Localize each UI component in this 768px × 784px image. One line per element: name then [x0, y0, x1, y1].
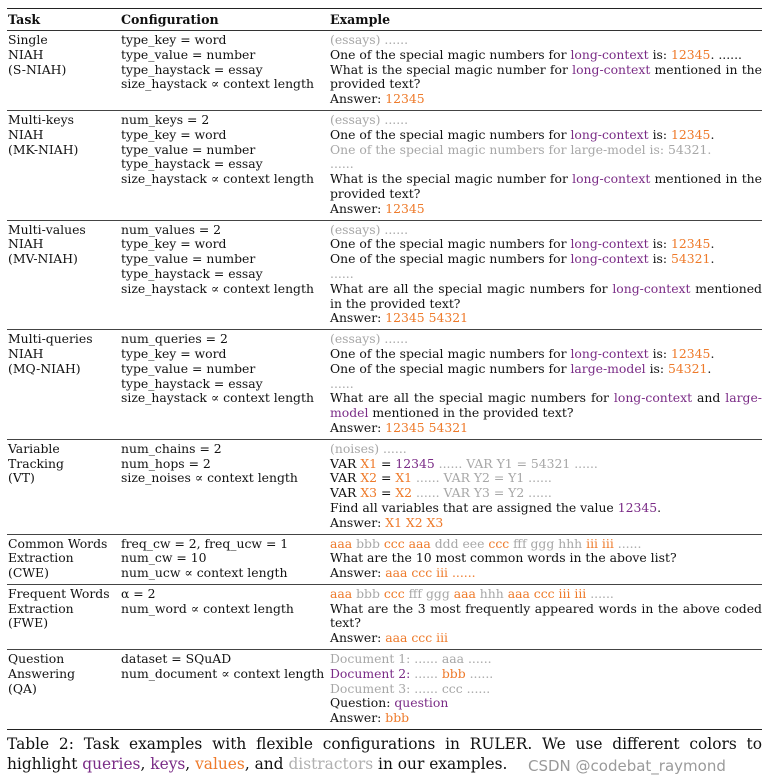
- config-line: freq_cw = 2, freq_ucw = 1: [121, 535, 289, 551]
- config-line: type_haystack = essay: [121, 156, 263, 172]
- example-segment: One of the special magic numbers for: [330, 236, 571, 252]
- example-segment: Document 1: ...... aaa ......: [330, 651, 492, 667]
- task-line: (MK-NIAH): [8, 141, 79, 157]
- example-cell: [330, 537, 762, 581]
- task-line: Variable: [8, 440, 60, 456]
- example-cell: [330, 652, 762, 726]
- example-segment: Answer:: [330, 710, 386, 726]
- task-line: Frequent Words: [8, 585, 110, 601]
- example-segment: (essays) ......: [330, 221, 409, 237]
- example-line: [330, 501, 762, 516]
- example-segment: 12345: [385, 200, 425, 216]
- config-line: type_value = number: [121, 46, 256, 62]
- caption-keys: keys: [150, 754, 186, 773]
- example-segment: . ......: [710, 46, 742, 62]
- header-task: Task: [8, 12, 41, 27]
- example-segment: X2: [395, 485, 413, 501]
- example-line: [330, 516, 762, 531]
- caption-sep3: , and: [244, 754, 289, 773]
- example-segment: is:: [648, 46, 672, 62]
- example-segment: is:: [648, 251, 672, 267]
- example-segment: aaa: [453, 585, 476, 601]
- config-cell: [121, 587, 330, 646]
- config-line: type_key = word: [121, 345, 227, 361]
- example-segment: VAR: [330, 485, 361, 501]
- example-line: [330, 667, 762, 682]
- example-line: [330, 311, 762, 326]
- example-line: [330, 711, 762, 726]
- example-segment: ...... VAR Y1 = 54321 ......: [434, 455, 598, 471]
- example-line: [330, 652, 762, 667]
- task-line: Multi-values: [8, 221, 86, 237]
- example-segment: ......: [465, 665, 494, 681]
- example-segment: mentioned in the provided text?: [330, 280, 762, 311]
- example-line: [330, 223, 762, 238]
- example-segment: One of the special magic numbers for: [330, 126, 571, 142]
- task-cell: [7, 113, 121, 217]
- caption-prefix: Table 2: Task examples with flexible configurations in: [7, 735, 470, 753]
- caption-values: values: [195, 754, 245, 773]
- config-line: size_haystack ∝ context length: [121, 390, 314, 406]
- example-segment: 12345 54321: [385, 310, 469, 326]
- config-line: type_key = word: [121, 236, 227, 252]
- example-segment: .: [657, 499, 662, 515]
- config-line: num_hops = 2: [121, 455, 211, 471]
- task-line: Answering: [8, 665, 76, 681]
- example-segment: ......: [613, 535, 642, 551]
- example-segment: One of the special magic numbers for: [330, 360, 571, 376]
- example-segment: Answer:: [330, 514, 386, 530]
- config-line: type_value = number: [121, 360, 256, 376]
- example-segment: 54321: [671, 251, 711, 267]
- example-segment: One of the special magic numbers for: [330, 345, 571, 361]
- example-line: [330, 237, 762, 252]
- config-line: type_haystack = essay: [121, 61, 263, 77]
- example-segment: mentioned in the provided text?: [330, 171, 762, 201]
- caption-suffix: in our examples.: [373, 754, 508, 773]
- task-line: Single: [8, 32, 48, 47]
- example-line: [330, 113, 762, 128]
- config-line: size_haystack ∝ context length: [121, 171, 314, 187]
- task-line: (CWE): [8, 565, 49, 581]
- task-cell: [7, 537, 121, 581]
- example-segment: Document 3: ...... ccc ......: [330, 680, 491, 696]
- example-segment: One of the special magic numbers for large-model is: 54321.: [330, 141, 712, 157]
- task-line: Question: [8, 651, 65, 667]
- example-segment: VAR: [330, 470, 361, 486]
- watermark: CSDN @codebat_raymond: [528, 757, 726, 775]
- config-cell: [121, 223, 330, 327]
- caption-distractors: distractors: [288, 754, 374, 773]
- example-segment: ......: [414, 665, 442, 681]
- header-configuration: Configuration: [121, 12, 219, 27]
- example-segment: long-context: [570, 251, 649, 267]
- config-line: dataset = SQuAD: [121, 651, 232, 667]
- example-line: [330, 33, 762, 48]
- example-segment: is:: [648, 236, 672, 252]
- example-segment: 54321: [668, 360, 708, 376]
- config-cell: [121, 442, 330, 531]
- example-segment: Answer:: [330, 630, 386, 646]
- example-segment: mentioned in the provided text?: [330, 61, 762, 92]
- caption-ruler-r: R: [469, 735, 482, 753]
- example-line: [330, 566, 762, 581]
- config-cell: [121, 652, 330, 726]
- example-segment: Find all variables that are assigned the value: [330, 499, 618, 515]
- task-line: (QA): [8, 680, 37, 696]
- example-segment: question: [394, 695, 449, 711]
- caption-queries: queries: [82, 754, 141, 773]
- example-segment: 12345: [671, 46, 711, 62]
- example-segment: X1 X2 X3: [385, 514, 444, 530]
- config-line: type_key = word: [121, 32, 227, 47]
- example-segment: long-context: [572, 171, 651, 187]
- example-segment: long-context: [612, 280, 691, 296]
- example-line: [330, 48, 762, 63]
- task-line: (MV-NIAH): [8, 251, 78, 267]
- example-segment: Answer:: [330, 91, 386, 107]
- example-segment: One of the special magic numbers for: [330, 251, 571, 267]
- example-segment: .: [710, 251, 715, 267]
- example-segment: aaa ccc iii iii: [507, 585, 587, 601]
- example-line: [330, 332, 762, 347]
- example-segment: long-context: [613, 390, 693, 406]
- example-line: [330, 252, 762, 267]
- example-segment: aaa ccc iii: [385, 630, 449, 646]
- example-line: [330, 157, 762, 172]
- task-line: (FWE): [8, 615, 49, 631]
- example-cell: [330, 33, 762, 107]
- config-line: num_cw = 10: [121, 550, 207, 566]
- example-line: [330, 63, 762, 93]
- task-table: [7, 8, 762, 730]
- task-cell: [7, 332, 121, 436]
- header-example: Example: [330, 12, 391, 27]
- table-body: [7, 31, 762, 729]
- config-cell: [121, 537, 330, 581]
- example-segment: is:: [648, 345, 672, 361]
- example-line: [330, 551, 762, 566]
- config-cell: [121, 33, 330, 107]
- config-line: num_word ∝ context length: [121, 600, 294, 616]
- example-segment: long-context: [572, 61, 651, 77]
- config-line: type_haystack = essay: [121, 265, 263, 281]
- task-cell: [7, 587, 121, 646]
- example-line: [330, 282, 762, 312]
- example-line: [330, 537, 762, 552]
- example-segment: ccc: [383, 585, 405, 601]
- example-cell: [330, 587, 762, 646]
- config-line: size_haystack ∝ context length: [121, 280, 314, 296]
- example-line: [330, 442, 762, 457]
- example-segment: Answer:: [330, 419, 386, 435]
- example-segment: large-model: [570, 360, 646, 376]
- example-segment: ccc: [488, 535, 510, 551]
- config-line: type_value = number: [121, 141, 256, 157]
- example-segment: Answer:: [330, 310, 386, 326]
- table-row: [7, 111, 762, 220]
- example-segment: (essays) ......: [330, 111, 409, 127]
- example-segment: What are the 10 most common words in the above list?: [330, 550, 677, 566]
- bottom-rule: [7, 729, 762, 730]
- example-segment: X1: [360, 455, 378, 471]
- example-segment: fff ggg hhh: [509, 535, 587, 551]
- table-row: [7, 585, 762, 649]
- config-line: size_haystack ∝ context length: [121, 76, 314, 92]
- example-segment: bbb: [352, 585, 384, 601]
- example-segment: ...... VAR Y2 = Y1 ......: [412, 470, 552, 486]
- example-segment: ddd eee: [430, 535, 489, 551]
- example-segment: Answer:: [330, 200, 386, 216]
- task-line: Multi-keys: [8, 111, 74, 127]
- example-line: [330, 128, 762, 143]
- example-segment: aaa: [330, 535, 353, 551]
- example-cell: [330, 442, 762, 531]
- example-line: [330, 92, 762, 107]
- table-row: [7, 650, 762, 729]
- config-line: type_key = word: [121, 126, 227, 142]
- config-line: type_value = number: [121, 251, 256, 267]
- task-cell: [7, 223, 121, 327]
- config-cell: [121, 113, 330, 217]
- example-segment: and: [692, 390, 726, 406]
- example-line: [330, 471, 762, 486]
- example-segment: X1: [395, 470, 413, 486]
- config-line: num_queries = 2: [121, 331, 228, 347]
- example-segment: ......: [330, 375, 354, 391]
- task-line: Multi-queries: [8, 331, 93, 347]
- table-row: [7, 31, 762, 110]
- example-segment: long-context: [570, 345, 649, 361]
- example-segment: What is the special magic number for: [330, 171, 573, 187]
- example-segment: .: [710, 126, 715, 142]
- config-line: α = 2: [121, 585, 156, 601]
- example-segment: (essays) ......: [330, 32, 409, 47]
- example-line: [330, 172, 762, 202]
- example-segment: What is the special magic number for: [330, 61, 573, 77]
- example-line: [330, 421, 762, 436]
- example-line: [330, 602, 762, 632]
- example-segment: is:: [645, 360, 668, 376]
- table-row: [7, 221, 762, 330]
- example-segment: long-context: [570, 236, 649, 252]
- config-line: num_values = 2: [121, 221, 222, 237]
- task-line: Extraction: [8, 600, 74, 616]
- example-segment: .: [710, 345, 715, 361]
- example-segment: =: [377, 455, 396, 471]
- example-line: [330, 682, 762, 697]
- config-line: type_haystack = essay: [121, 375, 263, 391]
- example-line: [330, 457, 762, 472]
- example-line: [330, 202, 762, 217]
- example-segment: bbb: [441, 665, 466, 681]
- example-segment: VAR: [330, 455, 361, 471]
- example-segment: 12345: [671, 236, 711, 252]
- example-segment: .: [710, 236, 715, 252]
- example-segment: (essays) ......: [330, 331, 409, 347]
- example-segment: bbb: [352, 535, 384, 551]
- config-line: num_document ∝ context length: [121, 665, 325, 681]
- example-segment: What are all the special magic numbers for: [330, 280, 613, 296]
- task-line: (MQ-NIAH): [8, 360, 81, 376]
- example-segment: ......: [586, 585, 614, 601]
- example-line: [330, 143, 762, 158]
- task-line: Common Words: [8, 535, 108, 551]
- table-row: [7, 330, 762, 439]
- example-line: [330, 696, 762, 711]
- example-cell: [330, 223, 762, 327]
- example-segment: One of the special magic numbers for: [330, 46, 571, 62]
- example-cell: [330, 113, 762, 217]
- task-line: NIAH: [8, 345, 44, 361]
- table-header: [7, 9, 762, 30]
- example-segment: 12345: [671, 126, 711, 142]
- example-segment: is:: [648, 126, 672, 142]
- example-segment: ......: [330, 265, 354, 281]
- example-segment: long-context: [570, 126, 649, 142]
- example-segment: ......: [330, 156, 354, 172]
- example-line: [330, 391, 762, 421]
- caption-sep2: ,: [185, 754, 196, 773]
- example-segment: =: [377, 485, 396, 501]
- task-cell: [7, 652, 121, 726]
- example-segment: ...... VAR Y3 = Y2 ......: [412, 485, 552, 501]
- example-segment: .: [707, 360, 712, 376]
- config-line: size_noises ∝ context length: [121, 470, 298, 486]
- example-segment: Question:: [330, 695, 395, 711]
- example-segment: What are the 3 most frequently appeared words in the above coded text?: [330, 600, 762, 631]
- task-line: NIAH: [8, 236, 44, 252]
- example-line: [330, 347, 762, 362]
- example-segment: aaa ccc iii ......: [385, 565, 476, 581]
- config-line: num_ucw ∝ context length: [121, 565, 288, 581]
- example-segment: 12345: [671, 345, 711, 361]
- task-line: NIAH: [8, 126, 44, 142]
- example-segment: long-context: [570, 46, 649, 62]
- example-line: [330, 362, 762, 377]
- example-segment: X2: [360, 470, 378, 486]
- task-line: Extraction: [8, 550, 74, 566]
- table-row: [7, 440, 762, 534]
- example-line: [330, 377, 762, 392]
- example-segment: large-model: [330, 390, 762, 421]
- config-line: num_chains = 2: [121, 440, 222, 456]
- example-segment: 12345: [385, 91, 425, 107]
- example-segment: X3: [360, 485, 378, 501]
- caption-sep1: ,: [140, 754, 151, 773]
- config-cell: [121, 332, 330, 436]
- example-segment: =: [377, 470, 396, 486]
- example-segment: ccc aaa: [383, 535, 431, 551]
- task-cell: [7, 442, 121, 531]
- example-segment: bbb: [385, 710, 410, 726]
- example-line: [330, 587, 762, 602]
- example-segment: 12345: [395, 455, 435, 471]
- caption-ruler-rest: ULER: [481, 735, 528, 753]
- task-line: Tracking: [8, 455, 64, 471]
- config-line: num_keys = 2: [121, 111, 210, 127]
- example-segment: Document 2:: [330, 665, 415, 681]
- task-line: (S-NIAH): [8, 61, 67, 77]
- example-segment: aaa: [330, 585, 353, 601]
- example-segment: What are all the special magic numbers for: [330, 390, 614, 406]
- example-line: [330, 631, 762, 646]
- example-segment: hhh: [475, 585, 508, 601]
- example-segment: 12345 54321: [385, 419, 469, 435]
- example-line: [330, 486, 762, 501]
- task-line: NIAH: [8, 46, 44, 62]
- example-segment: fff ggg: [404, 585, 454, 601]
- example-line: [330, 267, 762, 282]
- example-segment: (noises) ......: [330, 440, 407, 456]
- caption-mid: . We use different colors to highlight: [7, 735, 762, 773]
- table-row: [7, 535, 762, 584]
- example-segment: mentioned in the provided text?: [368, 405, 574, 421]
- example-segment: Answer:: [330, 565, 386, 581]
- task-line: (VT): [8, 470, 35, 486]
- task-cell: [7, 33, 121, 107]
- example-segment: 12345: [617, 499, 658, 515]
- example-cell: [330, 332, 762, 436]
- example-segment: iii iii: [586, 535, 614, 551]
